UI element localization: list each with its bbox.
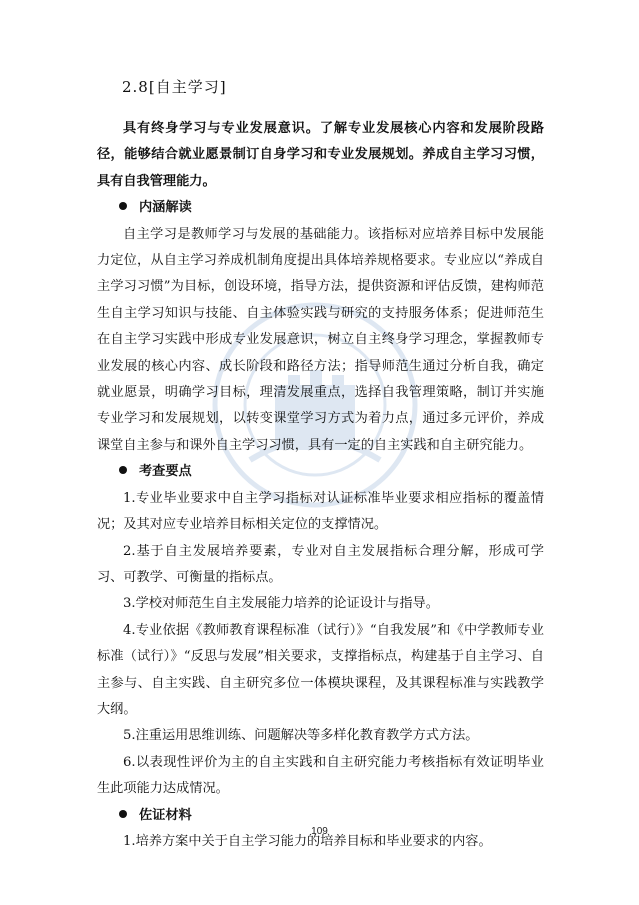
kaocha-item: 6.以表现性评价为主的自主实践和自主研究能力考核指标有效证明毕业生此项能力达成情况。 [97,754,544,797]
section-heading-text: 考查要点 [139,464,192,480]
section-heading-zuozheng [97,803,544,829]
section-heading-kaocha [97,459,544,485]
kaocha-item: 3.学校对师范生自主发展能力培养的论证设计与指导。 [123,596,439,612]
kaocha-item: 1.专业毕业要求中自主学习指标对认证标准毕业要求相应指标的覆盖情况；及其对应专业培养目标相关定位的支撑情况。 [97,490,544,533]
section-heading-neihan [97,195,544,221]
section-heading-text: 内涵解读 [139,200,192,216]
bullet-icon [119,810,127,818]
document-body [97,116,544,855]
intro-paragraph: 具有终身学习与专业发展意识。了解专业发展核心内容和发展阶段路径，能够结合就业愿景制订自身学习和专业发展规划。养成自主学习习惯，具有自我管理能力。 [97,121,544,189]
kaocha-item: 5.注重运用思维训练、问题解决等多样化教育教学方式方法。 [123,728,479,744]
bullet-icon [119,202,127,210]
section-heading-text: 佐证材料 [139,807,192,823]
section-title: 2.8[自主学习] [122,78,227,96]
zuozheng-item: 1.培养方案中关于自主学习能力的培养目标和毕业要求的内容。 [123,833,492,849]
bullet-icon [119,466,127,474]
neihan-paragraph: 自主学习是教师学习与发展的基础能力。该指标对应培养目标中发展能力定位，从自主学习养成机制角度提出具体培养规格要求。专业应以“养成自主学习习惯”为目标，创设环境，指导方法，提供资源和评估反馈，建构师范生自主学习知识与技能、自主体验实践与研究的支持服务体系；促进师范生在自主学习实践中形成专业发展意识，树立自主终身学习理念，掌握教师专业发展的核心内容、成长阶段和路径方法；指导师范生通过分析自我，确定就业愿景，明确学习目标，理清发展重点，选择自我管理策略，制订并实施专业学习和发展规划，以转变课堂学习方式为着力点，通过多元评价，养成课堂自主参与和课外自主学习习惯，具有一定的自主实践和自主研究能力。 [97,226,544,453]
kaocha-item: 2.基于自主发展培养要素，专业对自主发展指标合理分解，形成可学习、可教学、可衡量的指标点。 [97,543,544,585]
kaocha-item: 4.专业依据《教师教育课程标准（试行）》“自我发展”和《中学教师专业标准（试行）》“反思与发展”相关要求，支撑指标点，构建基于自主学习、自主参与、自主实践、自主研究多位一体模块课程，及其课程标准与实践教学大纲。 [97,622,544,717]
page-number: 109 [311,826,328,837]
